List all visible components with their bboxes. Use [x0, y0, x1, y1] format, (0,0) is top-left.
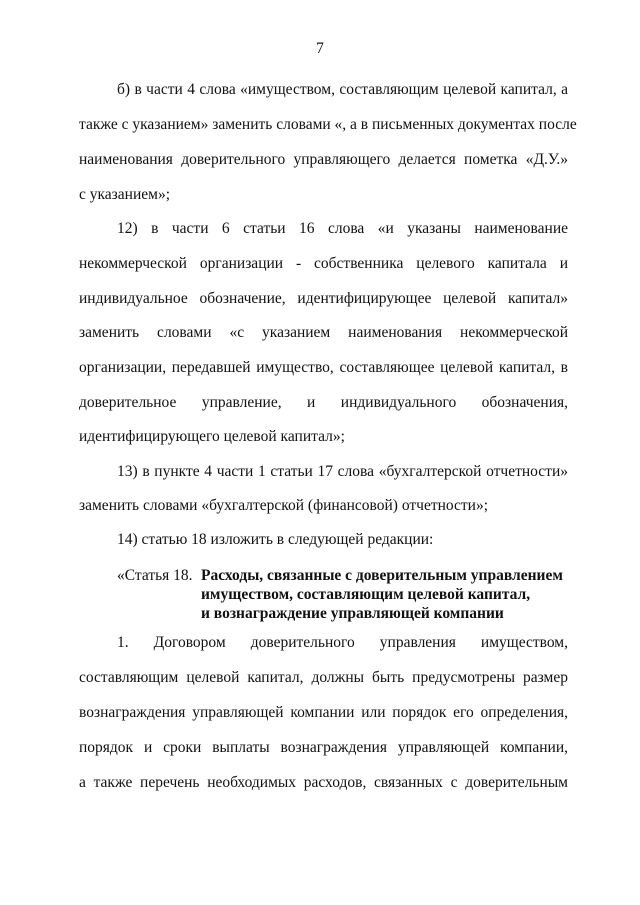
paragraph-12-line-3: индивидуальное обозначение, идентифицирующее целевой капитал» — [79, 290, 568, 307]
page-number: 7 — [316, 40, 324, 57]
article-prefix: «Статья 18. — [117, 567, 193, 584]
article-title-line-2: имуществом, составляющим целевой капитал, — [201, 586, 531, 603]
paragraph-12-line-7: идентифицирующего целевой капитал»; — [79, 428, 345, 445]
article-title-line-3: и вознаграждение управляющей компании — [201, 605, 504, 622]
article-item-1-line-5: а также перечень необходимых расходов, связанных с доверительным — [79, 774, 568, 791]
article-item-1-line-3: вознаграждения управляющей компании или порядок его определения, — [79, 704, 568, 721]
paragraph-b-line-2: также с указанием» заменить словами «, а в письменных документах после — [79, 116, 577, 133]
paragraph-b-line-1: б) в части 4 слова «имуществом, составляющим целевой капитал, а — [117, 81, 568, 98]
paragraph-13-line-1: 13) в пункте 4 части 1 статьи 17 слова «бухгалтерской отчетности» — [117, 463, 568, 480]
paragraph-b-line-3: наименования доверительного управляющего делается пометка «Д.У.» — [79, 151, 568, 168]
article-item-1-line-4: порядок и сроки выплаты вознаграждения управляющей компании, — [79, 739, 568, 756]
paragraph-12-line-4: заменить словами «с указанием наименования некоммерческой — [79, 324, 568, 341]
paragraph-12-line-5: организации, передавшей имущество, составляющее целевой капитал, в — [79, 359, 568, 376]
paragraph-12-line-1: 12) в части 6 статьи 16 слова «и указаны наименование — [117, 220, 568, 237]
paragraph-12-line-6: доверительное управление, и индивидуального обозначения, — [79, 394, 568, 411]
article-item-1-line-1: 1. Договором доверительного управления имуществом, — [117, 634, 568, 651]
article-heading — [117, 566, 563, 623]
paragraph-13-line-2: заменить словами «бухгалтерской (финансовой) отчетности»; — [79, 497, 489, 514]
paragraph-12-line-2: некоммерческой организации - собственника целевого капитала и — [79, 255, 568, 272]
article-item-1-line-2: составляющим целевой капитал, должны быть предусмотрены размер — [79, 669, 568, 686]
paragraph-14-line-1: 14) статью 18 изложить в следующей редакции: — [117, 531, 434, 548]
paragraph-b-line-4: с указанием»; — [79, 186, 171, 203]
article-title-line-1: Расходы, связанные с доверительным управлением — [201, 567, 563, 584]
